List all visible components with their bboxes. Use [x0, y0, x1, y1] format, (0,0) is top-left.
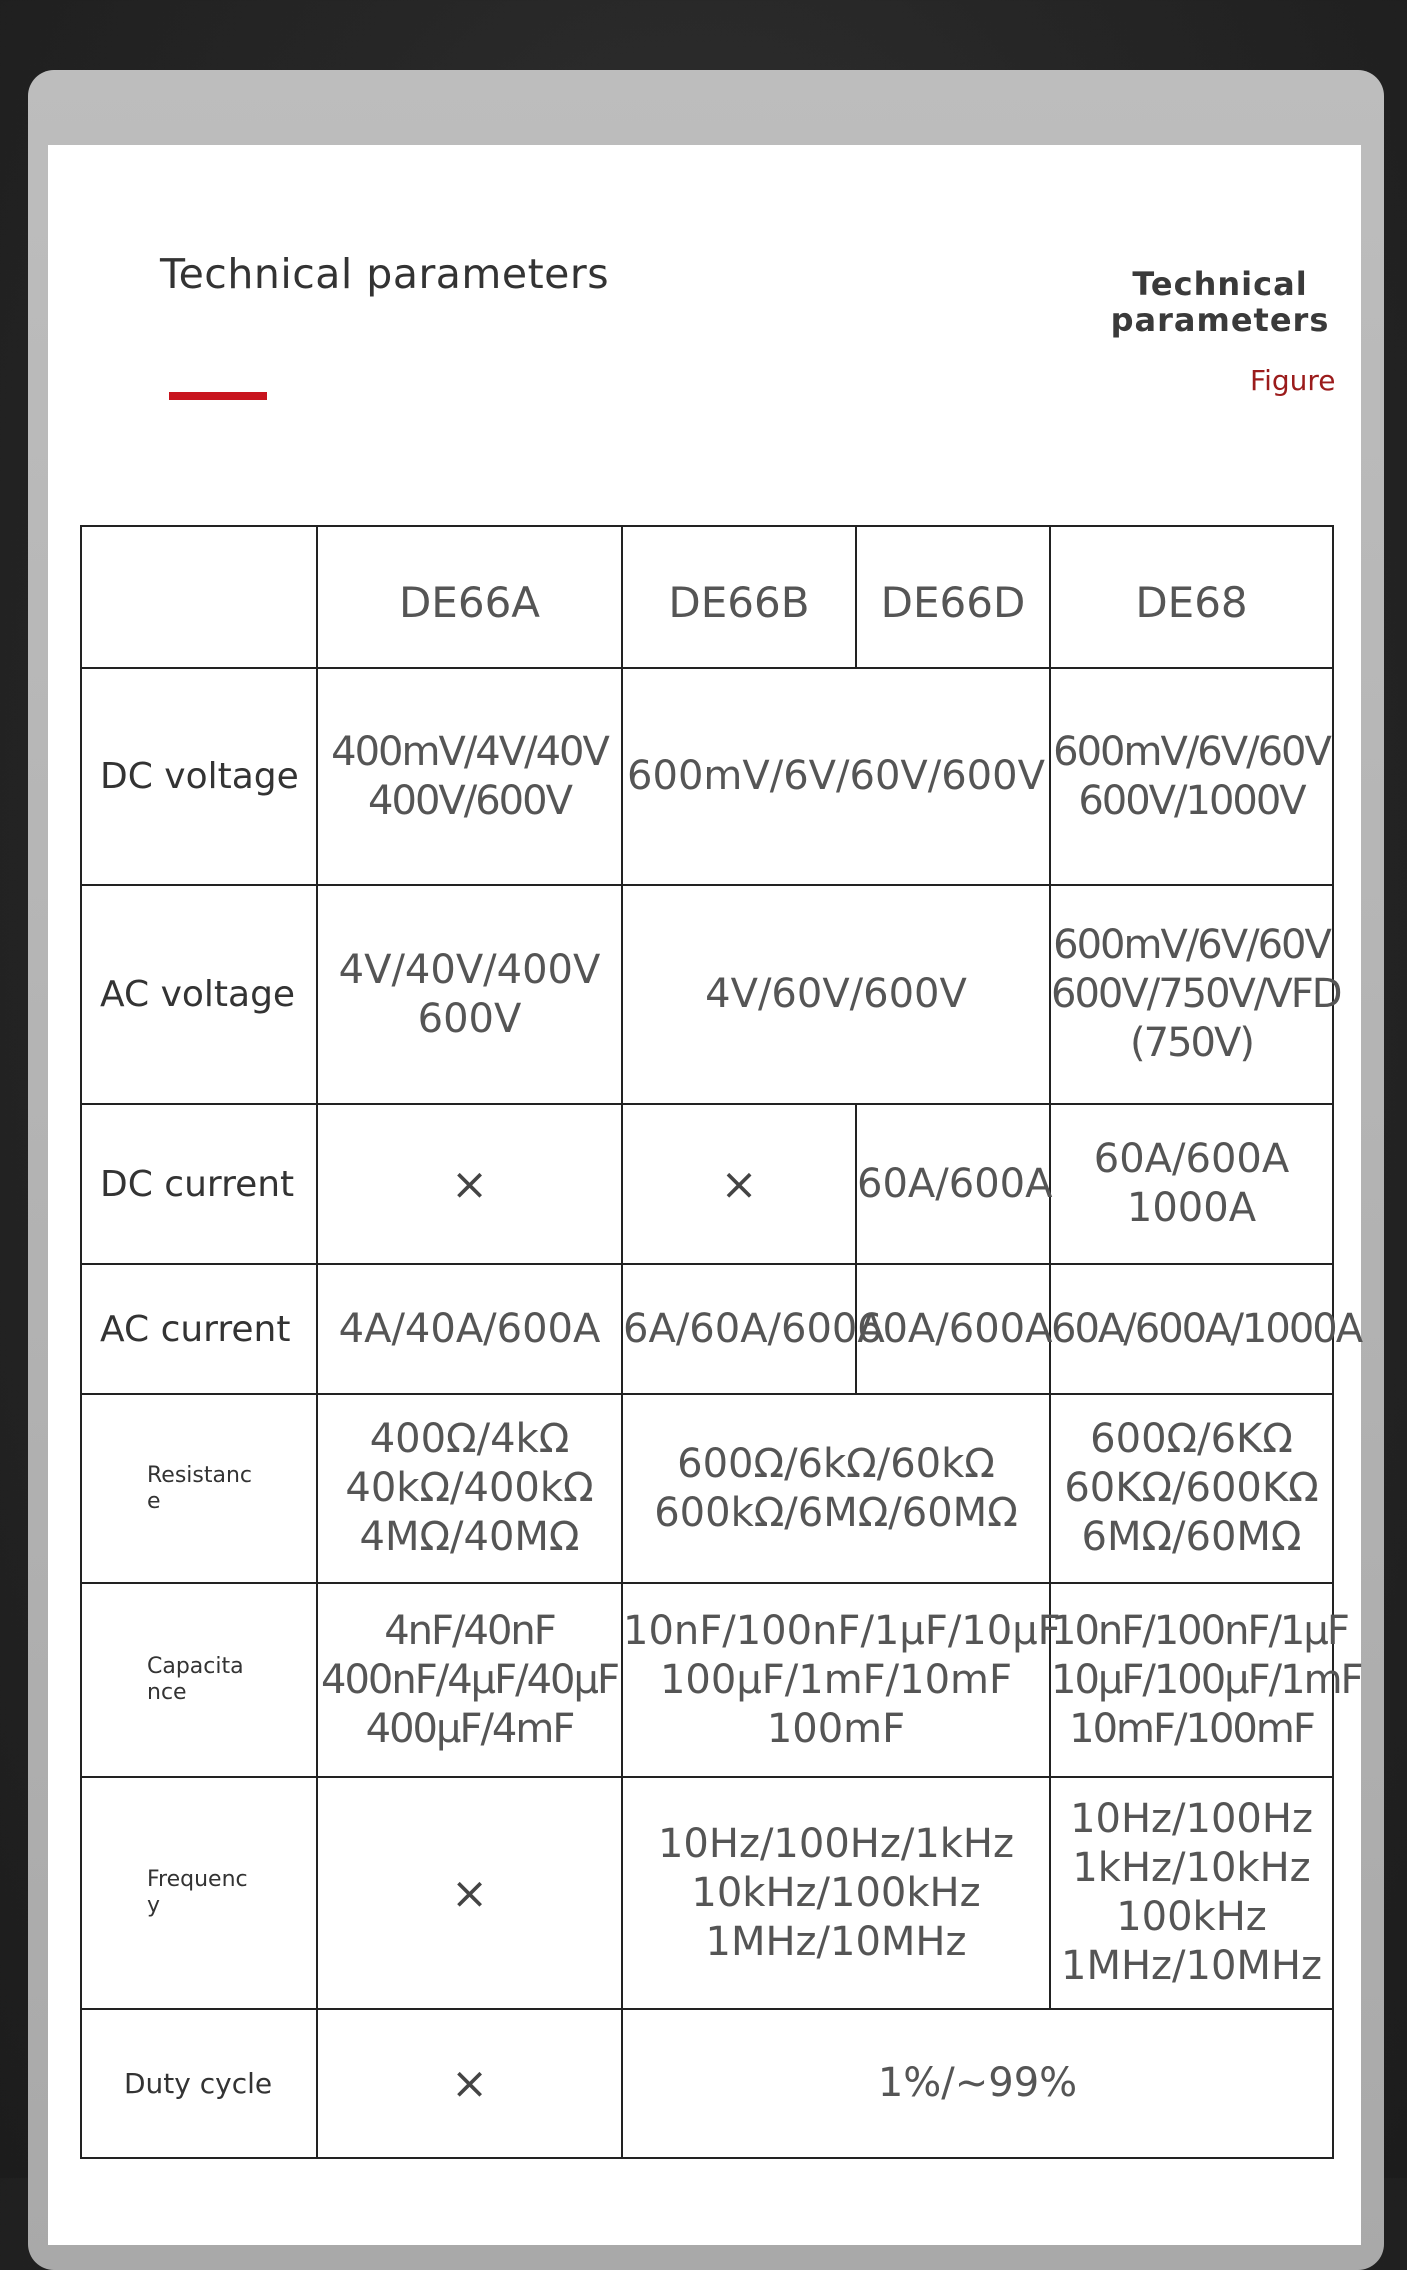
value-line: 600mV/6V/60V/600V [627, 753, 1045, 799]
value-cell [317, 1583, 622, 1777]
value-line: 10mF/100mF [1069, 1705, 1314, 1752]
table-row [81, 2009, 1333, 2158]
value-line: 1MHz/10MHz [1061, 1943, 1322, 1989]
row-label-text: Duty cycle [124, 2067, 273, 2100]
side-figure-label: Figure [1250, 364, 1336, 397]
page-title: Technical parameters [160, 250, 610, 298]
value-cell [1050, 668, 1333, 885]
value-line: 4MΩ/40MΩ [359, 1514, 580, 1560]
table-header-row [81, 526, 1333, 668]
value-line: 400V/600V [368, 777, 571, 824]
value-cell [622, 1583, 1061, 1777]
value-line: 1000A [1126, 1185, 1257, 1231]
value-cell [1050, 1583, 1362, 1777]
value-cell [856, 1264, 1053, 1394]
value-line: 6MΩ/60MΩ [1081, 1514, 1302, 1560]
value-line: 600V/1000V [1078, 777, 1305, 824]
title-accent-bar [169, 392, 267, 400]
value-cell [622, 2009, 1333, 2158]
table-row [81, 1104, 1333, 1264]
row-label-text: AC current [100, 1308, 291, 1350]
value-line: 4V/60V/600V [705, 971, 967, 1017]
value-cell [622, 1104, 856, 1264]
value-cell [317, 1777, 622, 2009]
header-model-de68: DE68 [1050, 526, 1333, 668]
value-cell [317, 1394, 622, 1583]
value-cell [622, 885, 1050, 1104]
value-cell [317, 1104, 622, 1264]
value-line: 10nF/100nF/1μF [1051, 1607, 1348, 1654]
not-supported-mark: × [451, 2058, 488, 2109]
row-label [81, 1264, 317, 1394]
value-line: 1kHz/10kHz [1072, 1845, 1311, 1891]
value-cell [1050, 1777, 1333, 2009]
header-model-de66b: DE66B [622, 526, 856, 668]
header-model-de66a: DE66A [317, 526, 622, 668]
row-label-text: AC voltage [100, 974, 296, 1015]
table-row [81, 1777, 1333, 2009]
row-label [81, 1104, 317, 1264]
value-line: (750V) [1130, 1020, 1253, 1066]
value-line: 100kHz [1116, 1894, 1267, 1940]
row-label [81, 2009, 317, 2158]
value-cell [622, 668, 1050, 885]
table-row [81, 885, 1333, 1104]
value-line: 600mV/6V/60V [1053, 922, 1330, 968]
not-supported-mark: × [451, 1867, 488, 1919]
value-line: 1%/~99% [877, 2060, 1078, 2106]
value-cell [1050, 1264, 1362, 1394]
value-line: 600Ω/6KΩ [1090, 1416, 1293, 1462]
value-cell [317, 1264, 622, 1394]
row-label [81, 1583, 317, 1777]
row-label [81, 1777, 317, 2009]
row-label [81, 885, 317, 1104]
value-line: 600Ω/6kΩ/60kΩ [677, 1440, 995, 1487]
header-model-de66d: DE66D [856, 526, 1050, 668]
table-row [81, 668, 1333, 885]
value-cell [1050, 1394, 1333, 1583]
row-label-text: DC voltage [100, 756, 299, 797]
value-line: 60A/600A [857, 1305, 1053, 1352]
value-line: 4A/40A/600A [338, 1305, 601, 1352]
value-line: 10kHz/100kHz [691, 1869, 981, 1916]
value-cell [622, 1264, 885, 1394]
value-cell [622, 1777, 1050, 2009]
not-supported-mark: × [451, 1158, 488, 1210]
row-label-text: Capacitance [147, 1654, 244, 1705]
row-label-text: DC current [100, 1163, 295, 1205]
value-cell [1050, 1104, 1333, 1264]
header-corner-cell [81, 526, 317, 668]
value-line: 400mV/4V/40V [331, 728, 608, 775]
value-line: 4nF/40nF [384, 1607, 555, 1654]
value-line: 600mV/6V/60V [1053, 728, 1330, 775]
value-cell [1050, 885, 1341, 1104]
value-line: 100μF/1mF/10mF [659, 1656, 1013, 1703]
row-label [81, 1394, 317, 1583]
value-line: 4V/40V/400V [338, 946, 601, 993]
value-line: 10Hz/100Hz/1kHz [657, 1820, 1015, 1867]
table-row [81, 1583, 1333, 1777]
value-cell [317, 885, 622, 1104]
value-line: 10μF/100μF/1mF [1051, 1656, 1362, 1703]
value-cell [856, 1104, 1053, 1264]
side-title: Technical parameters [1110, 265, 1330, 339]
value-line: 600V [417, 995, 522, 1042]
value-line: 10nF/100nF/1μF/10μF [623, 1607, 1061, 1654]
value-line: 60A/600A [857, 1160, 1053, 1207]
value-line: 1MHz/10MHz [705, 1918, 967, 1965]
table-row [81, 1394, 1333, 1583]
spec-table [80, 525, 1362, 2159]
value-line: 60A/600A/1000A [1051, 1305, 1362, 1352]
value-line: 60KΩ/600KΩ [1064, 1465, 1319, 1511]
value-line: 6A/60A/600A [623, 1305, 885, 1352]
value-cell [317, 668, 622, 885]
value-line: 40kΩ/400kΩ [345, 1465, 594, 1511]
value-line: 600V/750V/VFD [1051, 971, 1341, 1017]
row-label-text: Resistance [147, 1462, 253, 1514]
value-line: 600kΩ/6MΩ/60MΩ [654, 1489, 1018, 1536]
value-line: 400μF/4mF [365, 1705, 574, 1752]
value-line: 60A/600A [1093, 1136, 1290, 1182]
value-line: 400nF/4μF/40μF [321, 1656, 618, 1703]
value-cell [317, 2009, 622, 2158]
row-label-text: Frequency [147, 1867, 248, 1918]
value-line: 400Ω/4kΩ [369, 1416, 570, 1462]
row-label [81, 668, 317, 885]
value-line: 10Hz/100Hz [1070, 1796, 1313, 1842]
value-line: 100mF [766, 1705, 906, 1752]
value-cell [622, 1394, 1050, 1583]
not-supported-mark: × [720, 1158, 758, 1210]
table-row [81, 1264, 1333, 1394]
